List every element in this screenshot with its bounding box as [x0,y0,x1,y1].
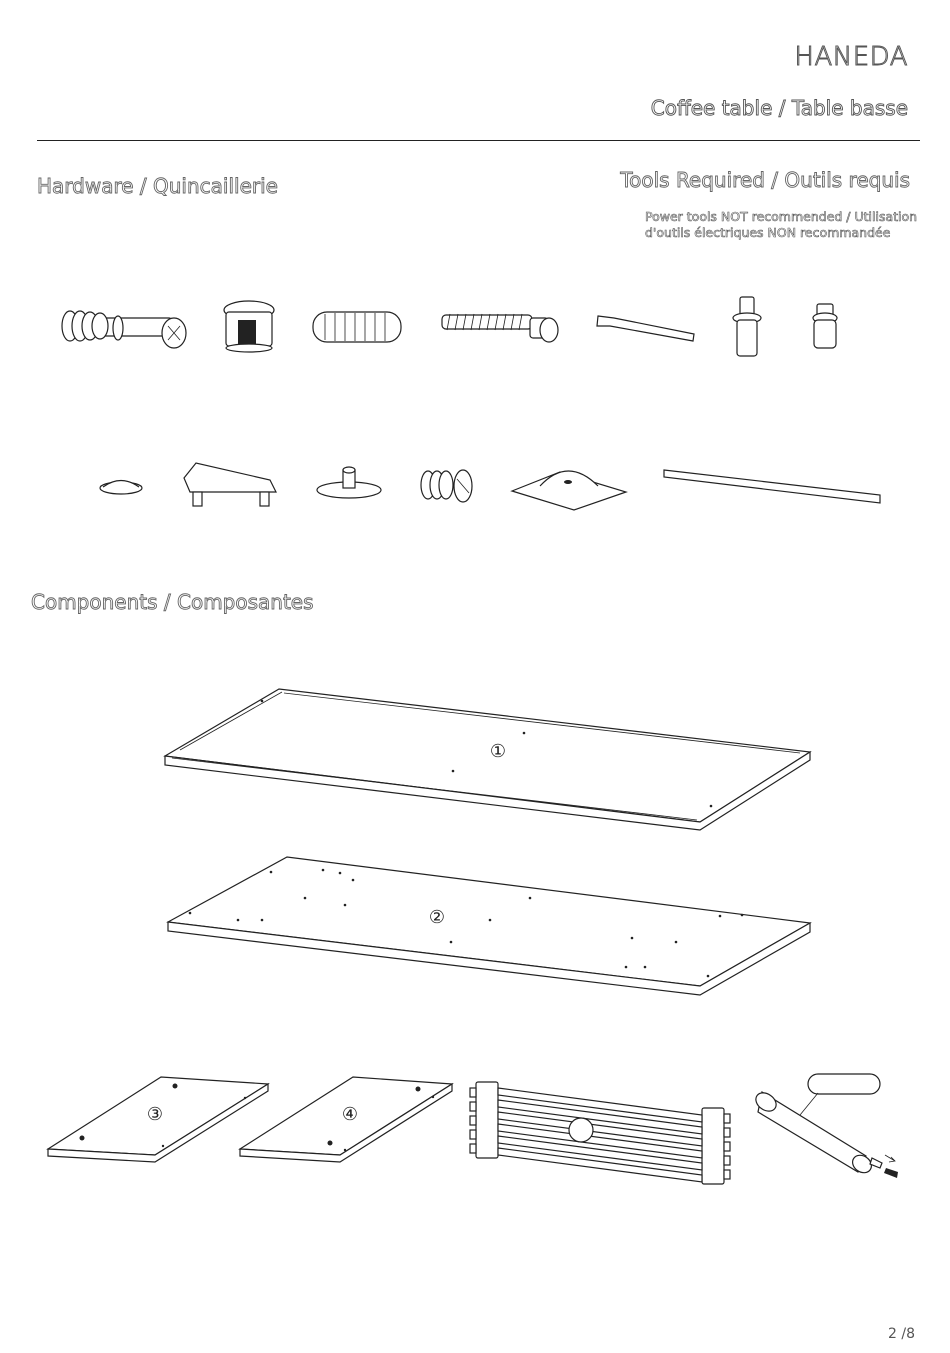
wooden-dowel-icon [313,312,401,342]
brand-name: HANEDA [794,42,908,72]
allen-key-icon [597,316,694,341]
component-2-number: ② [428,907,446,928]
adjustable-foot-icon [317,467,381,498]
tools-note: Power tools NOT recommended / Utilisation d'outils électriques NON recommandée [645,209,918,240]
page-number: 2 /8 [888,1326,915,1342]
short-screw-icon [421,470,472,502]
mounting-plate-icon [512,471,626,510]
tools-heading: Tools Required / Outils requis [620,168,910,192]
slatted-rack [470,1082,730,1184]
components-heading: Components / Composantes [31,590,314,614]
nylon-glide-icon [813,304,837,348]
document-subtitle: Coffee table / Table basse [650,96,908,120]
felt-pad-icon [100,481,142,495]
component-2-panel [168,857,810,995]
leg-insert-icon [733,297,761,356]
metal-rod-icon [664,470,880,503]
component-1-panel [165,689,810,830]
component-1-number: ① [489,741,507,762]
component-3-number: ③ [146,1104,164,1125]
connector-bolt-icon [442,314,558,342]
hardware-heading: Hardware / Quincaillerie [37,174,278,198]
table-leg [752,1074,898,1178]
component-4-number: ④ [341,1104,359,1125]
bracket-icon [184,463,276,506]
cam-bolt-icon [62,311,186,348]
cam-lock-icon [224,301,274,352]
